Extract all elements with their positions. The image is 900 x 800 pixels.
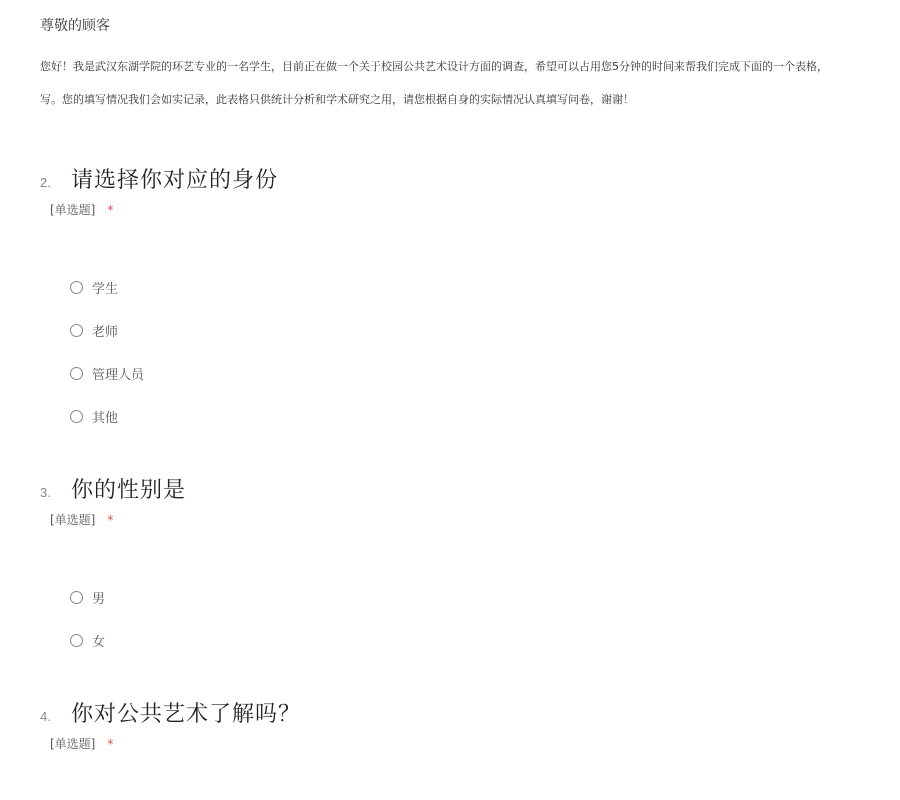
radio-button[interactable]: [70, 410, 83, 423]
question-gender: [40, 473, 880, 662]
option-other[interactable]: [70, 395, 880, 438]
question-identity: [40, 163, 880, 438]
question-header: [40, 473, 880, 509]
radio-button[interactable]: [70, 281, 83, 294]
question-public-art: [40, 697, 880, 752]
option-student[interactable]: [70, 266, 880, 309]
question-header: [40, 163, 880, 199]
question-number: 4.: [40, 709, 51, 724]
option-label: 其他: [92, 411, 119, 426]
option-label: 管理人员: [92, 368, 145, 383]
options-list: [70, 576, 880, 662]
radio-button[interactable]: [70, 367, 83, 380]
question-header: [40, 697, 880, 733]
question-type-label: [50, 735, 880, 752]
question-title: 请选择你对应的身份: [71, 168, 279, 193]
question-title: 你对公共艺术了解吗？: [71, 702, 302, 727]
question-title: 你的性别是: [71, 478, 187, 503]
option-staff[interactable]: [70, 352, 880, 395]
option-label: 女: [92, 635, 106, 650]
survey-intro-line-2: 写。您的填写情况我们会如实记录，此表格只供统计分析和学术研究之用，请您根据自身的实际情况认真填写问卷，谢谢！: [40, 93, 634, 106]
required-asterisk: *: [107, 737, 114, 751]
option-label: 学生: [92, 282, 119, 297]
option-female[interactable]: [70, 619, 880, 662]
option-teacher[interactable]: [70, 309, 880, 352]
question-type: [单选题]: [50, 513, 96, 527]
question-type: [单选题]: [50, 203, 96, 217]
question-type-label: [50, 511, 880, 528]
radio-button[interactable]: [70, 591, 83, 604]
radio-button[interactable]: [70, 324, 83, 337]
option-label: 男: [92, 592, 106, 607]
question-number: 2.: [40, 175, 51, 190]
radio-button[interactable]: [70, 634, 83, 647]
survey-intro-line-1: 您好！我是武汉东湖学院的环艺专业的一名学生，目前正在做一个关于校园公共艺术设计方面的调查，希望可以占用您5分钟的时间来帮我们完成下面的一个表格，: [40, 60, 828, 73]
required-asterisk: *: [107, 203, 114, 217]
survey-greeting: 尊敬的顾客: [40, 18, 110, 34]
option-label: 老师: [92, 325, 119, 340]
required-asterisk: *: [107, 513, 114, 527]
question-number: 3.: [40, 485, 51, 500]
question-type-label: [50, 201, 880, 218]
question-type: [单选题]: [50, 737, 96, 751]
option-male[interactable]: [70, 576, 880, 619]
options-list: [70, 266, 880, 438]
